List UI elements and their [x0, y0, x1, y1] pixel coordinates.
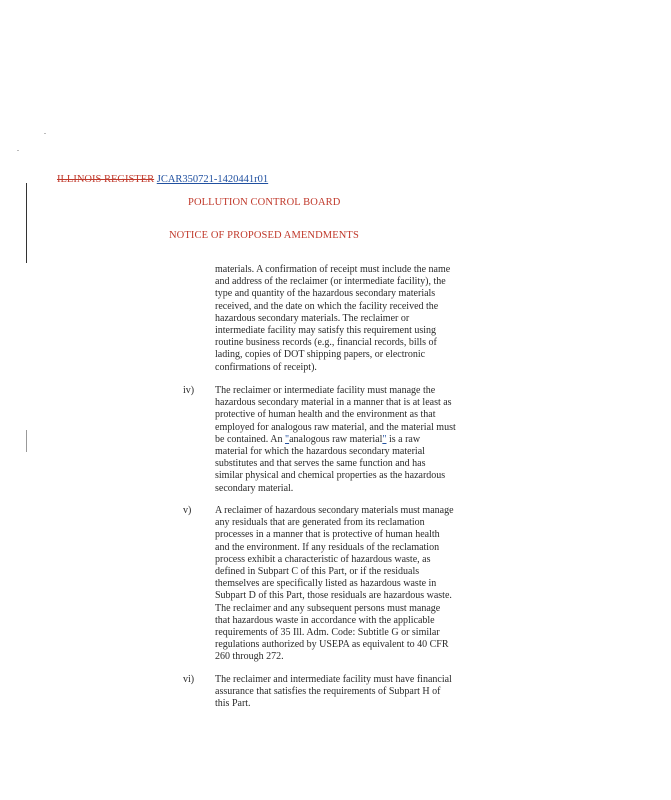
text-line: similar physical and chemical properties as the hazardous: [215, 470, 446, 482]
struck-header-text: ILLINOIS REGISTER: [57, 174, 155, 185]
paragraph-number: vi): [183, 674, 195, 685]
inserted-quote: ": [382, 433, 387, 445]
board-title: POLLUTION CONTROL BOARD: [188, 197, 341, 208]
paragraph-v: [215, 505, 477, 664]
paragraph-number: v): [183, 505, 192, 516]
text-line: The reclaimer or intermediate facility must manage the: [215, 385, 436, 396]
text-line: protective of human health and the environment as that: [215, 409, 436, 421]
text-line: that hazardous waste in accordance with the applicable: [215, 614, 435, 626]
text-fragment: be contained. An: [215, 433, 285, 445]
text-fragment: is a raw: [386, 433, 421, 445]
text-line: The reclaimer and any subsequent persons must manage: [215, 602, 441, 614]
text-line: Subpart D of this Part, those residuals are hazardous waste.: [215, 590, 452, 602]
notice-title: NOTICE OF PROPOSED AMENDMENTS: [169, 230, 359, 241]
change-bar-middle: [26, 430, 27, 452]
text-line: process exhibit a characteristic of hazardous waste, as: [215, 553, 431, 565]
text-line: received, and the date on which the facility received the: [215, 300, 439, 312]
text-line: confirmations of receipt).: [215, 361, 317, 373]
scan-speck: [17, 150, 19, 151]
text-line: type and quantity of the hazardous secondary materials: [215, 288, 436, 300]
paragraph-vi: [215, 674, 477, 711]
change-bar-top: [26, 183, 27, 263]
paragraph-continuation: [215, 264, 477, 374]
text-line: secondary material.: [215, 482, 294, 494]
paragraph-number: iv): [183, 385, 195, 396]
text-line: material for which the hazardous secondary material: [215, 446, 425, 458]
text-line: themselves are specifically listed as hazardous waste in: [215, 578, 437, 590]
text-line: defined in Subpart C of this Part, or if the residuals: [215, 566, 420, 578]
scan-speck: [44, 133, 46, 134]
text-line: 260 through 272.: [215, 651, 284, 663]
running-header: [57, 174, 268, 185]
text-line: intermediate facility may satisfy this requirement using: [215, 325, 437, 337]
paragraph-iv: [215, 385, 477, 495]
text-line: The reclaimer and intermediate facility must have financial: [215, 674, 452, 685]
text-line: and the environment. If any residuals of the reclamation: [215, 541, 440, 553]
text-line: any residuals that are generated from its reclamation: [215, 517, 425, 529]
text-line: lading, copies of DOT shipping papers, or electronic: [215, 349, 426, 361]
text-line: and address of the reclaimer (or intermediate facility), the: [215, 276, 446, 288]
text-line: materials. A confirmation of receipt must include the name: [215, 264, 451, 275]
text-line: this Part.: [215, 698, 251, 710]
text-line: hazardous secondary material in a manner that is at least as: [215, 397, 452, 409]
text-line: assurance that satisfies the requirements of Subpart H of: [215, 686, 441, 698]
text-line: routine business records (e.g., financial records, bills of: [215, 337, 437, 349]
text-line: hazardous secondary materials. The reclaimer or: [215, 312, 410, 324]
text-line: requirements of 35 Ill. Adm. Code: Subtitle G or similar: [215, 627, 440, 639]
inserted-header-text: JCAR350721-1420441r01: [156, 174, 269, 185]
inserted-quote: ": [284, 433, 290, 445]
text-line: processes in a manner that is protective of human health: [215, 529, 440, 541]
text-line: regulations authorized by USEPA as equivalent to 40 CFR: [215, 639, 449, 651]
defined-term: analogous raw material: [289, 433, 383, 445]
text-line: substitutes and that serves the same function and has: [215, 458, 426, 470]
text-line-amended: [215, 434, 477, 446]
text-line: A reclaimer of hazardous secondary materials must manage: [215, 505, 454, 516]
text-line: employed for analogous raw material, and the material must: [215, 421, 456, 433]
